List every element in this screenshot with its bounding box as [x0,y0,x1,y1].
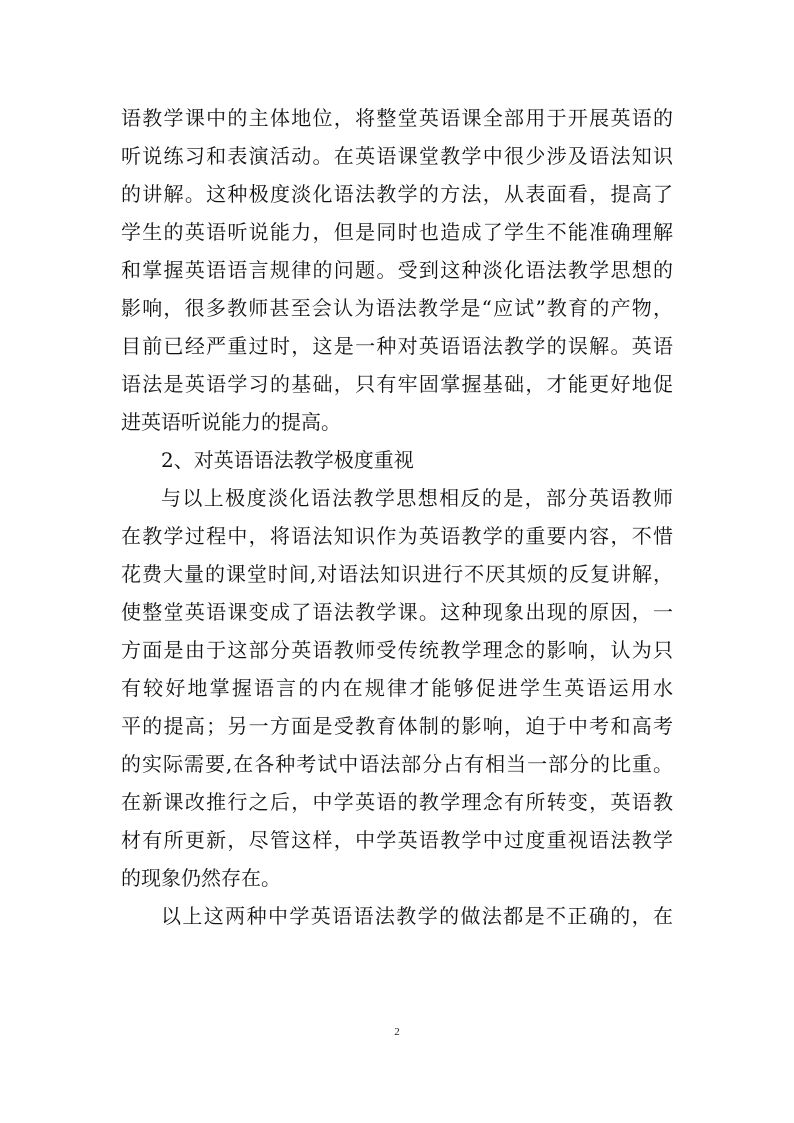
text-line: 和掌握英语语言规律的问题。受到这种淡化语法教学思想的 [121,258,673,282]
text-line: 使整堂英语课变成了语法教学课。这种现象出现的原因，一 [121,600,673,624]
text-line: 听说练习和表演活动。在英语课堂教学中很少涉及语法知识 [121,144,673,168]
text-line: 材有所更新，尽管这样，中学英语教学中过度重视语法教学 [121,828,673,852]
text-line: 在教学过程中，将语法知识作为英语教学的重要内容，不惜 [121,524,673,548]
text-line: 的现象仍然存在。 [121,866,281,890]
text-line: 语法是英语学习的基础，只有牢固掌握基础，才能更好地促 [121,372,673,396]
text-line: 的实际需要,在各种考试中语法部分占有相当一部分的比重。 [121,752,673,776]
paragraph-first-line: 与以上极度淡化语法教学思想相反的是，部分英语教师 [161,486,673,510]
text-line: 的讲解。这种极度淡化语法教学的方法，从表面看，提高了 [121,182,673,206]
section-heading: 2、对英语语法教学极度重视 [161,448,414,472]
text-line: 方面是由于这部分英语教师受传统教学理念的影响，认为只 [121,638,673,662]
paragraph-first-line: 以上这两种中学英语语法教学的做法都是不正确的，在 [161,904,673,928]
text-line: 目前已经严重过时，这是一种对英语语法教学的误解。英语 [121,334,673,358]
page-number: 2 [394,1026,400,1038]
text-line: 影响，很多教师甚至会认为语法教学是“应试”教育的产物， [121,296,673,320]
text-line: 平的提高；另一方面是受教育体制的影响，迫于中考和高考 [121,714,673,738]
text-line: 在新课改推行之后，中学英语的教学理念有所转变，英语教 [121,790,673,814]
text-line: 语教学课中的主体地位，将整堂英语课全部用于开展英语的 [121,106,673,130]
text-line: 学生的英语听说能力，但是同时也造成了学生不能准确理解 [121,220,673,244]
text-line: 花费大量的课堂时间,对语法知识进行不厌其烦的反复讲解， [121,562,673,586]
text-line: 进英语听说能力的提高。 [121,410,341,434]
text-line: 有较好地掌握语言的内在规律才能够促进学生英语运用水 [121,676,673,700]
